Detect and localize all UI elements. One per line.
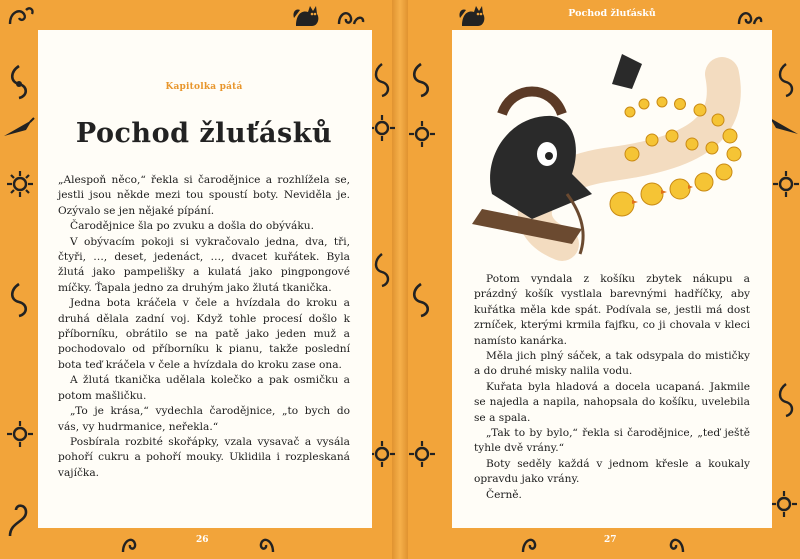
swirl-ornament-icon [4, 500, 34, 540]
swirl-ornament-icon [6, 62, 32, 102]
sun-ornament-icon [368, 114, 396, 142]
sun-ornament-icon [408, 440, 436, 468]
paragraph: „Tak to by bylo,“ řekla si čarodějnice, „teď ještě tyhle dvě vrány.“ [474, 427, 750, 455]
paragraph: Černě. [486, 488, 522, 501]
swirl-ornament-icon [408, 280, 434, 320]
swirl-ornament-icon [408, 60, 434, 100]
left-page [38, 30, 372, 528]
paragraph: Kuřata byla hladová a docela ucapaná. Jakmile se najedla a napila, nahopsala do košíku, uvelebila se a spala. [474, 380, 750, 424]
book-gutter [392, 0, 408, 559]
sun-ornament-icon [6, 420, 34, 448]
swirl-ornament-icon [336, 6, 366, 30]
paragraph: Potom vyndala z košíku zbytek nákupu a prázdný košík vystlala barevnými hadříčky, aby kuřátka měla kde spát. Podívala se, jestli má dost zrníček, kterými krmila fajfku, co ji chovala v kleci namísto kanárka. [474, 273, 750, 347]
swirl-ornament-icon [774, 380, 798, 420]
paragraph: „Alespoň něco,“ řekla si čarodějnice a rozhlížela se, jestli jsou někde mezi tou spoustí boty. Neviděla je. Ozývalo se jen nějaké pípání. [58, 174, 350, 217]
paragraph: Čarodějnice šla po zvuku a došla do obýváku. [70, 220, 314, 233]
paragraph: „To je krása,“ vydechla čarodějnice, „to bych do vás, vy hudrmanice, neřekla.“ [58, 405, 350, 433]
feather-ornament-icon [2, 116, 36, 140]
swirl-ornament-icon [520, 532, 546, 556]
swirl-ornament-icon [120, 532, 146, 556]
sun-ornament-icon [772, 170, 800, 198]
paragraph: Jedna bota kráčela v čele a hvízdala do kroku a druhá dělala zadní voj. Když tohle procesí došlo k příborníku, obrátilo se na patě jako jeden muž a pochodovalo od příborníku k pianu, takže poslední bota teď kráčela v čele a hvízdala do kroku zase ona. [58, 297, 350, 371]
right-page [452, 30, 772, 528]
swirl-ornament-icon [774, 60, 798, 100]
paragraph: A žlutá tkanička udělala kolečko a pak osmičku a potom mašličku. [58, 374, 350, 402]
paragraph: Měla jich plný sáček, a tak odsypala do mističky a do druhé misky nalila vodu. [474, 350, 750, 378]
swirl-ornament-icon [6, 4, 36, 30]
sun-ornament-icon [770, 490, 798, 518]
sun-ornament-icon [368, 440, 396, 468]
swirl-ornament-icon [370, 250, 394, 290]
chapter-label: Kapitolka pátá [165, 82, 243, 92]
page-number-right: 27 [604, 535, 617, 545]
right-page-text [474, 272, 750, 503]
swirl-ornament-icon [370, 60, 394, 100]
paragraph: Posbírala rozbité skořápky, vzala vysavač a vysála pohoří cukru a pohoří mouky. Uklidila i rozpleskaná vajíčka. [58, 435, 350, 479]
cat-ornament-icon [292, 2, 324, 30]
paragraph: V obývacím pokoji si vykračovalo jedna, dva, tři, čtyři, …, deset, jedenáct, …, dvacet kuřátek. Byla žlutá jako pampelišky a kulatá jako pingpongové míčky. Ťapala jedno za druhým jako žlutá tkanička. [58, 235, 350, 294]
chapter-title: Pochod žluťásků [75, 118, 333, 149]
running-head: Pochod žluťásků [568, 8, 656, 19]
paragraph: Boty seděly každá v jednom křesle a koukaly opravdu jako vrány. [474, 457, 750, 486]
left-page-text [58, 173, 350, 481]
sun-ornament-icon [408, 120, 436, 148]
swirl-ornament-icon [250, 532, 276, 556]
sun-ornament-icon [6, 170, 34, 198]
illustration-boots-and-chicks [472, 44, 756, 266]
swirl-ornament-icon [660, 532, 686, 556]
swirl-ornament-icon [6, 280, 32, 320]
page-number-left: 26 [196, 535, 209, 545]
